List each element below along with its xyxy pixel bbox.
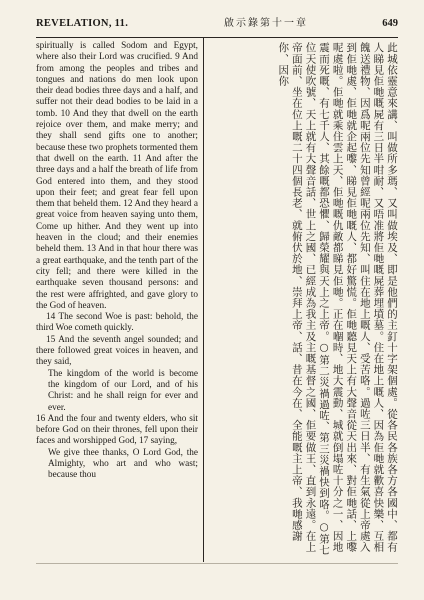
- chinese-vertical-text: [206, 42, 398, 558]
- english-verse-quote: The kingdom of the world is become the kingdom of our Lord, and of his Christ: and he shall reign for ever and ever.: [48, 368, 198, 413]
- english-paragraph: 16 And the four and twenty elders, who sit before God on their thrones, fell upon their faces and worshipped God, 17 saying,: [36, 413, 198, 447]
- column-divider: [203, 38, 204, 562]
- english-column: [36, 41, 198, 559]
- running-title-chinese: 啟示錄第十一章: [224, 18, 308, 29]
- chinese-paragraph: 此城依靈意來講、叫做所多瑪、又叫做埃及、即是他們的主釘十字架個處。從各民各族各方各國中、都有人睇見佢哋嘅屍有三日半咁耐、又唔准將佢哋嘅屍葬埋墳墓。住在地上嘅人、因為佢哋就歡喜快樂、互相餽送禮物、因爲呢兩位先知曾經呢兩位先知、叫住在地上嘅人、受苦咯。過咗三日半、有生氣從上帝處入到佢哋處、佢哋就企起嚟、睇見佢哋嘅人、都好驚慌。佢哋聽見天上有大聲音從天出來、對佢哋話、上嚟呢處啦。佢哋就乘住雲上天、佢哋嘅仇敵都睇見佢哋。正在嗰時、地大震動、城就倒塌咗十分之一、因地震而死嘅、有七千人、其餘嘅都恐懼、歸榮耀與天上之上帝。○第二災禍過咗、第三災禍快到咯。○第七位天使吹號、天上就有大聲音話、世上之國、已經成為我主及主嘅基督之國、佢要做王、直到永遠。在上帝面前、坐在位上嘅二十四個長老、就俯伏於地、崇拜上帝、話、昔在今在、全能嘅主上帝、我哋感謝你、因你: [277, 42, 398, 556]
- english-verse-quote: We give thee thanks, O Lord God, the Almighty, who art and who wast; because thou: [48, 447, 198, 481]
- page-number: 649: [382, 18, 398, 29]
- page-header: [36, 14, 398, 34]
- english-paragraph: 15 And the seventh angel sounded; and there followed great voices in heaven, and they said,: [36, 334, 198, 368]
- footer-rule: [36, 563, 398, 564]
- english-paragraph: spiritually is called Sodom and Egypt, where also their Lord was crucified. 9 And from among the peoples and tribes and tongues and nations do men look upon their dead bodies three days and a half, and suffer not their dead bodies to be laid in a tomb. 10 And they that dwell on the earth rejoice over them, and make merry; and they shall send gifts one to another; because these two prophets tormented them that dwell on the earth. 11 And after the three days and a half the breath of life from God entered into them, and they stood upon their feet; and great fear fell upon them that beheld them. 12 And they heard a great voice from heaven saying unto them, Come up hither. And they went up into heaven in the cloud; and their enemies beheld them. 13 And in that hour there was a great earthquake, and the tenth part of the city fell; and there were killed in the earthquake seven thousand persons: and the rest were affrighted, and gave glory to the God of heaven.: [36, 41, 198, 311]
- running-title-english: REVELATION, 11.: [36, 18, 129, 29]
- chinese-column: [206, 42, 398, 558]
- header-rule: [36, 37, 398, 38]
- english-paragraph: 14 The second Woe is past: behold, the third Woe cometh quickly.: [36, 312, 198, 334]
